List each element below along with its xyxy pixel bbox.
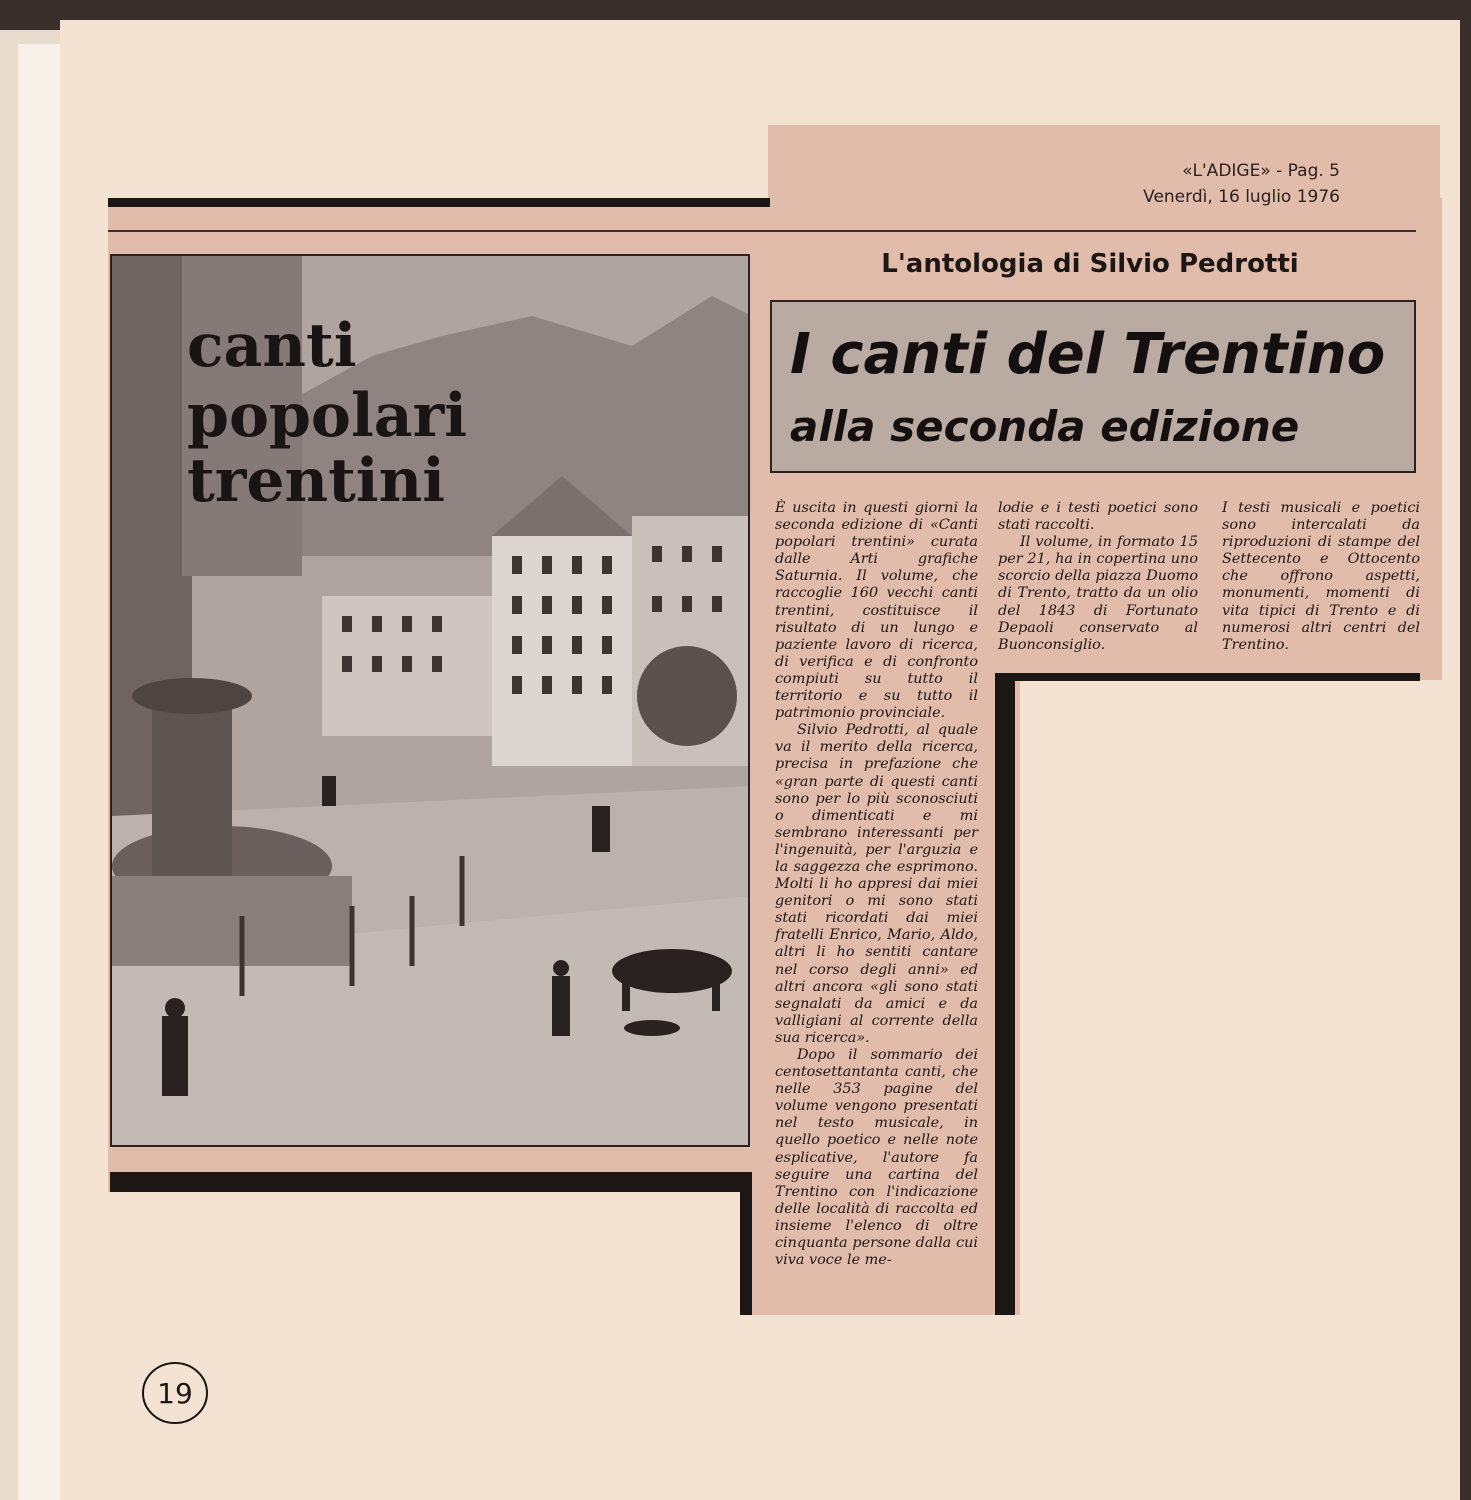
article-kicker: L'antologia di Silvio Pedrotti [881,249,1299,279]
bottom-left-rule [110,1172,750,1192]
right-vertical-rule [995,673,1015,1315]
newspaper-date: Venerdì, 16 luglio 1976 [1143,187,1340,207]
bottom-vertical-rule [740,1172,752,1315]
album-inner-pages [18,44,61,1500]
photo-title-line-2: popolari [187,381,468,451]
newspaper-name: «L'ADIGE» - Pag. 5 [1182,161,1340,181]
photo-title-line-3: trentini [187,446,446,516]
paragraph: Dopo il sommario dei centosettantanta canti, che nelle 353 pagine del volume vengono presentati nel testo musicale, in quello poetico e nelle note esplicative, l'autore fa seguire una cartina del Trentino con l'indicazione delle località di raccolta ed insieme l'elenco di oltre cinquanta persone dalla cui viva voce le me- [775,1047,978,1269]
article-photo [110,254,750,1147]
top-rule-left [108,198,770,207]
headline-line-2: alla seconda edizione [790,402,1300,451]
newspaper-masthead [1000,158,1340,210]
headline-line-1: I canti del Trentino [790,322,1386,387]
handwritten-page-number [140,1360,210,1426]
article-column-1 [775,500,978,1269]
paragraph: È uscita in questi giorni la seconda edizione di «Canti popolari trentini» curata dalle Arti grafiche Saturnia. Il volume, che raccoglie 160 vecchi canti trentini, costituisce il risultato di un lungo e paziente lavoro di ricerca, di verifica e di confronto compiuti su tutto il territorio e su tutto il patrimonio provinciale. [775,500,978,722]
piazza-duomo-illustration [112,256,750,1147]
page-number-text: 19 [157,1377,193,1410]
article-column-2 [998,500,1198,654]
paragraph: Il volume, in formato 15 per 21, ha in copertina uno scorcio della piazza Duomo di Trento, tratto da un olio del 1843 di Fortunato Depaoli conservato al Buonconsiglio. [998,534,1198,653]
article-column-3 [1222,500,1420,654]
paragraph: lodie e i testi poetici sono stati raccolti. [998,500,1198,534]
photo-title-line-1: canti [187,311,357,381]
header-rule [108,230,1416,232]
right-bottom-rule [995,673,1420,681]
paragraph: Silvio Pedrotti, al quale va il merito della ricerca, precisa in prefazione che «gran parte di questi canti sono per lo più sconosciuti o dimenticati e mi sembrano interessanti per l'ingenuità, per l'arguzia e la saggezza che esprimono. Molti li ho appresi dai miei genitori o mi sono stati stati ricordati dai miei fratelli Enrico, Mario, Aldo, altri li ho sentiti cantare nel corso degli anni» ed altri ancora «gli sono stati segnalati da amici e da valligiani al corrente della sua ricerca». [775,722,978,1046]
paragraph: I testi musicali e poetici sono intercalati da riproduzioni di stampe del Settecento e Ottocento che offrono aspetti, monumenti, momenti di vita tipici di Trento e di numerosi altri centri del Trentino. [1222,500,1420,653]
